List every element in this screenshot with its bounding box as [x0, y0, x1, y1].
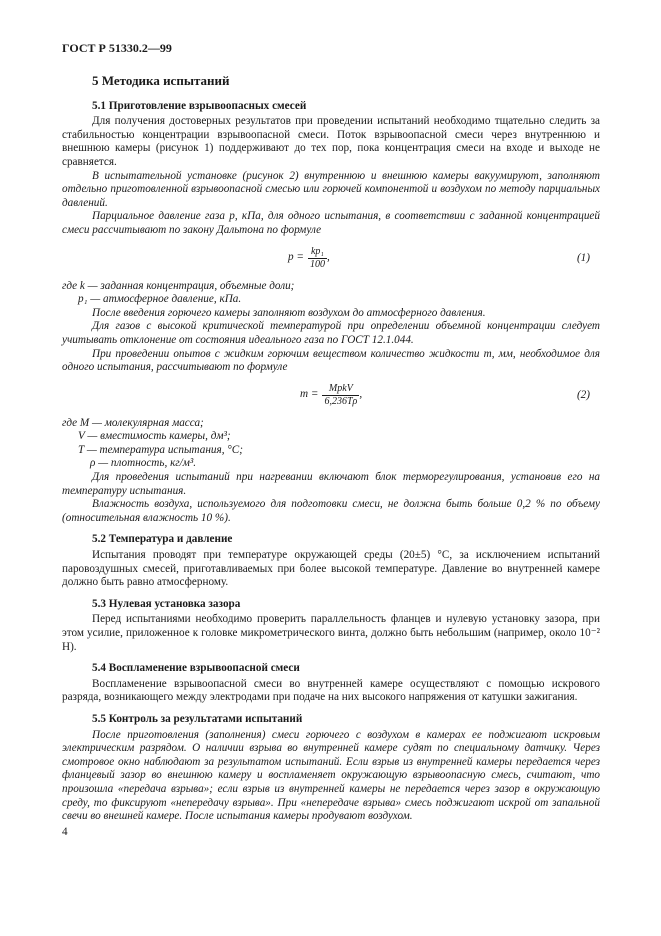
section-title: 5 Методика испытаний	[92, 73, 230, 88]
definition: где M — молекулярная масса;	[62, 416, 204, 429]
formula-tail: ,	[359, 388, 363, 401]
heading-5-5: 5.5 Контроль за результатами испытаний	[92, 712, 303, 725]
denominator: 6,236Tρ	[324, 395, 358, 407]
fraction	[308, 246, 327, 271]
paragraph: Для получения достоверных результатов при проведении испытаний необходимо тщательно следить за стабильностью концентрации взрывоопасной смеси. Поток взрывоопасной смеси через внутреннюю и внешнюю камеры (рисунок 1) поддерживают до тех пор, пока концентрация смеси на входе и выходе не сравняется.	[62, 115, 600, 168]
page-content	[62, 70, 600, 824]
heading-5-3: 5.3 Нулевая установка зазора	[92, 597, 241, 610]
definition: p₁ — атмосферное давление, кПа.	[78, 293, 242, 306]
definition: где k — заданная концентрация, объемные доли;	[62, 279, 295, 292]
heading-5-1: 5.1 Приготовление взрывоопасных смесей	[92, 99, 307, 112]
paragraph: Влажность воздуха, используемого для подготовки смеси, не должна быть больше 0,2 % по объему (относительная влажность 10 %).	[62, 498, 600, 524]
fraction	[322, 383, 359, 408]
formula-tail: ,	[326, 251, 330, 264]
formula-2	[62, 381, 600, 411]
heading-5-4: 5.4 Воспламенение взрывоопасной смеси	[92, 662, 300, 675]
heading-5-2: 5.2 Температура и давление	[92, 533, 233, 546]
paragraph: Для газов с высокой критической температурой при определении объемной концентрации следует учитывать отклонение от состояния идеального газа по ГОСТ 12.1.044.	[62, 320, 600, 346]
paragraph: Воспламенение взрывоопасной смеси во внутренней камере осуществляют с помощью искрового разряда, возникающего между электродами при подаче на них высокого напряжения от катушки зажигания.	[62, 677, 600, 704]
formula-number: (1)	[576, 251, 590, 264]
paragraph: В испытательной установке (рисунок 2) внутреннюю и внешнюю камеры вакуумируют, заполняют отдельно приготовленной взрывоопасной смесью или горючей компонентой и воздухом по методу парциальных давлений.	[62, 169, 600, 209]
paragraph: После приготовления (заполнения) смеси горючего с воздухом в камерах ее поджигают искровым электрическим разрядом. О наличии взрыва во внутренней камере судят по специальному датчику. Через смотровое окно наблюдают за результатом испытаний. Если взрыв из внутренней камеры передается через фланцевый зазор во внешнюю камеру и воспламеняет окружающую взрывоопасную смесь, считают, что произошла «передача взрыва»; если взрыв из внутренней камеры не передается через зазор в окружающую среду, то фиксируют «непередачу взрыва». При «непередаче взрыва» смесь поджигают искрой от запальной свечи во внешней камере. После испытания камеры продувают воздухом.	[62, 728, 600, 823]
standard-header: ГОСТ Р 51330.2—99	[62, 41, 172, 55]
paragraph: Испытания проводят при температуре окружающей среды (20±5) °С, за исключением испытаний паровоздушных смесей, приготавливаемых при более высокой температуре. Давление во внутренней камере должно быть равно атмосферному.	[62, 549, 600, 589]
numerator: MpkV	[328, 382, 353, 394]
numerator: kp₁	[310, 245, 324, 257]
formula-lhs: m =	[300, 388, 319, 401]
formula-number: (2)	[576, 388, 590, 401]
definitions-2	[62, 417, 600, 471]
definition: V — вместимость камеры, дм³;	[78, 430, 231, 443]
paragraph: При проведении опытов с жидким горючим веществом количество жидкости m, мм, необходимое для одного испытания, рассчитывают по формуле	[62, 347, 600, 374]
formula-lhs: p =	[288, 251, 304, 264]
definition: T — температура испытания, °С;	[78, 443, 243, 456]
paragraph: Парциальное давление газа p, кПа, для одного испытания, в соответствии с заданной концентрацией смеси рассчитывают по закону Дальтона по формуле	[62, 210, 600, 236]
denominator: 100	[309, 258, 325, 270]
definition: ρ — плотность, кг/м³.	[90, 457, 197, 470]
formula-1	[62, 244, 600, 274]
page-number: 4	[62, 826, 68, 838]
paragraph: Перед испытаниями необходимо проверить параллельность фланцев и нулевую установку зазора, при этом усилие, приложенное к головке микрометрического винта, должно быть небольшим (например, около 10⁻² Н).	[62, 613, 600, 653]
definitions-1	[62, 280, 600, 307]
paragraph: После введения горючего камеры заполняют воздухом до атмосферного давления.	[92, 306, 486, 319]
paragraph: Для проведения испытаний при нагревании включают блок терморегулирования, установив его на температуру испытания.	[62, 471, 600, 497]
